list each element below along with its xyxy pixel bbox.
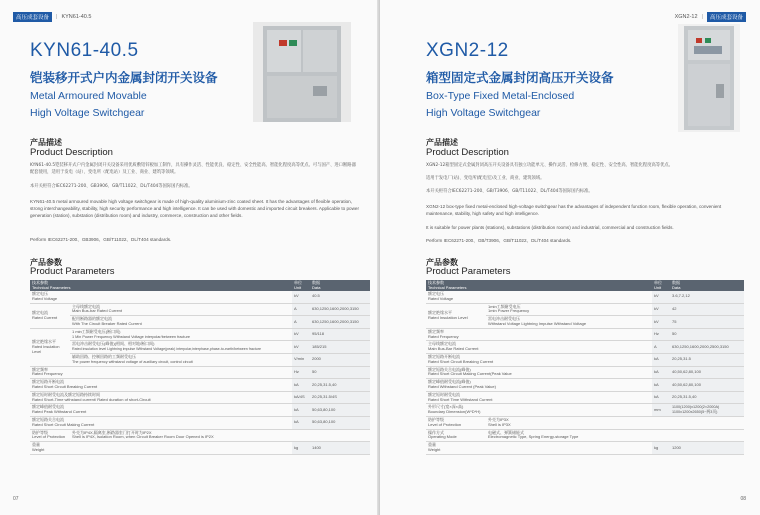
product-title-en <box>426 88 626 122</box>
desc-cn-paragraph-2: 本开关柜符合IEC62271-200、GB3906、GB/T11022、DL/T404等国际国内标准。 <box>30 184 193 189</box>
header-unit-en: Unit <box>654 284 662 290</box>
param-cn: 额定短路关合电流 <box>32 416 64 422</box>
param-unit: kV <box>652 291 670 303</box>
group-cn: 额定绝缘水平 <box>428 309 452 315</box>
table-row <box>30 341 370 354</box>
table-row <box>30 442 370 455</box>
param-value: 40,50,62,80,100 <box>670 366 744 379</box>
header-unit <box>652 280 670 291</box>
table-row <box>30 291 370 303</box>
param-unit: A <box>292 316 310 329</box>
note-cn: 外壳为IP4X,隔离室,断路器室门打开时为IP2X <box>72 429 152 435</box>
param-value: 20,25,31.5/4S <box>310 391 370 404</box>
param-cn: 额定短路关合电流(峰值) <box>428 366 471 372</box>
header-item-cn: 技术参数 <box>428 280 444 285</box>
table-row <box>30 316 370 329</box>
param-cn: 辅助回路、控制回路的工频耐受电压 <box>72 353 136 359</box>
table-row <box>30 328 370 341</box>
param-value: 630,1250,1600,2000,2500,3150 <box>670 341 744 354</box>
desc-heading-cn: 产品描述 <box>30 138 62 147</box>
param-cn: 外形尺寸(宽×深×高) <box>428 404 464 410</box>
table-row <box>426 341 744 354</box>
cabinet-door-upper <box>688 30 730 60</box>
param-name <box>70 316 292 329</box>
param-cn: 雷电冲击耐受电压 <box>488 316 520 322</box>
table-row <box>426 303 744 316</box>
param-cn: 防护等级 <box>32 429 48 435</box>
header-item-en: Technical Parameters <box>32 284 71 290</box>
param-unit: A <box>652 341 670 354</box>
param-name <box>70 353 292 366</box>
param-cn: 操作方式 <box>428 429 444 435</box>
param-en: Withstand Voltage Lightning Impulse Withstand Voltage <box>488 320 587 326</box>
product-model: KYN61-40.5 <box>30 40 139 61</box>
param-en: With The Circuit Breaker Rated Current <box>72 320 142 326</box>
params-heading-cn: 产品参数 <box>30 258 62 267</box>
desc-en-paragraph-3: Perform IEC62271-200、GB/T3906、GB/T11022、DL/T404 standards. <box>426 238 572 243</box>
parameters-table <box>30 280 370 455</box>
header-data-cn: 数据 <box>312 280 320 285</box>
param-value: 50 <box>670 328 744 341</box>
param-unit: A <box>292 303 310 316</box>
param-value: 630,1250,1600,2000,3150 <box>310 316 370 329</box>
group-name <box>426 303 486 328</box>
note-cn: 外壳为IP3X <box>488 416 509 422</box>
param-unit: kV <box>652 303 670 316</box>
note-en: Electromagnetic Type, Spring Energy-storage Type <box>488 434 579 440</box>
parameters-table <box>426 280 744 455</box>
params-heading-cn: 产品参数 <box>426 258 458 267</box>
param-unit: kA <box>652 379 670 392</box>
param-name <box>426 328 652 341</box>
note-en: Shell is IP4X, Isolation Room, when Circuit Breaker Room Door Opened is IP2X <box>72 434 214 440</box>
param-unit: Hz <box>292 366 310 379</box>
group-en: Rated Current <box>32 314 58 320</box>
param-name <box>486 316 652 329</box>
param-en: Rated Short-Time withstand current/ Rated duration of short-Circuit <box>32 396 151 402</box>
value-line-2: 1100x1200x2650(5~两3页) <box>672 410 718 415</box>
product-title-en <box>30 88 230 122</box>
header-data <box>310 280 370 291</box>
param-cn: 主母线额定电流 <box>72 303 100 309</box>
param-unit: kV <box>292 341 310 354</box>
note-cn: 电磁式、弹簧储能式 <box>488 429 524 435</box>
cabinet-door-lower <box>267 76 337 118</box>
table-header-row <box>30 280 370 291</box>
header-tag: 高压成套设备 <box>707 12 746 22</box>
indicator-green <box>705 38 711 43</box>
param-en: Main Bus-Bar Rated Current <box>428 346 479 352</box>
desc-heading-cn: 产品描述 <box>426 138 458 147</box>
param-en: Weight <box>428 446 441 452</box>
header-data <box>670 280 744 291</box>
header-item <box>426 280 652 291</box>
param-en: Rated Short Circuit Making Current <box>32 421 95 427</box>
param-en: Rated Short Time Withstand Current <box>428 396 493 402</box>
table-row <box>426 416 744 429</box>
param-cn: 额定短时耐受电流 <box>428 391 460 397</box>
param-cn: 额定峰值耐受电流 <box>32 404 64 410</box>
param-value: 42 <box>670 303 744 316</box>
indicator-green <box>289 40 297 46</box>
table-row <box>30 366 370 379</box>
desc-cn-paragraph-2: 适用于发电厂(站)、变电所(配电室)及工业、商业、建筑领域。 <box>426 176 545 181</box>
header-separator: | <box>56 14 58 20</box>
param-value: 1400 <box>310 442 370 455</box>
param-value: 75 <box>670 316 744 329</box>
param-value: 20,25,31.5,40 <box>310 379 370 392</box>
table-row <box>426 429 744 442</box>
param-name <box>426 416 486 429</box>
param-en: Operating Mode <box>428 434 457 440</box>
page-header <box>675 12 746 22</box>
desc-en-paragraph-2: It is suitable for power plants (stations), substations (distribution rooms) and industrial, commercial and construction fields. <box>426 225 674 230</box>
param-cn: 雷电冲击耐受电压(峰值)(相间、相对地/断口间) <box>72 341 155 347</box>
header-unit-cn: 单位 <box>654 280 662 285</box>
product-title-cn: 铠装移开式户内金属封闭开关设备 <box>30 70 218 85</box>
param-en: Rated Short Circuit Making Current(Peak Value <box>428 371 512 377</box>
meter-panel <box>694 46 722 54</box>
header-unit-en: Unit <box>294 284 302 290</box>
param-name <box>426 341 652 354</box>
param-name <box>426 442 652 455</box>
param-unit: kA <box>292 379 310 392</box>
param-en: Weight <box>32 446 45 452</box>
desc-en-paragraph-1: XGN2-12 box-type fixed metal-enclosed high-voltage switchgear has the advantages of independent function room, flexible operation, convenient maintenance, stability, high safety and high intelligence. <box>426 204 722 216</box>
desc-cn-paragraph-3: 本开关柜符合IEC62271-200、GB/T3906、GB/T11022、DL/T404等国际国内标准。 <box>426 189 593 194</box>
param-en: Rated Short Circuit Breaking Current <box>32 383 98 389</box>
title-en-line-2: High Voltage Switchgear <box>426 107 541 119</box>
param-unit: kg <box>652 442 670 455</box>
header-unit <box>292 280 310 291</box>
param-en: 1 Min Power Frequency Withstand Voltage interpolar/between fracture <box>72 334 190 339</box>
param-cn: 1 min工频耐受电压(断口间) <box>72 328 121 334</box>
param-en: Boundary Dimension(W*D*H) <box>428 409 481 415</box>
param-note <box>70 429 370 442</box>
group-en: Rated Insulation Level <box>32 344 60 354</box>
param-cn: 重量 <box>32 442 40 448</box>
group-name <box>30 328 70 366</box>
product-title-cn: 箱型固定式金属封闭高压开关设备 <box>426 70 614 85</box>
param-en: Rated Voltage <box>428 295 454 301</box>
cabinet-door-upper-right <box>303 30 337 72</box>
group-cn: 额定绝缘水平 <box>32 338 56 344</box>
product-photo <box>678 24 740 132</box>
param-unit: kA <box>292 404 310 417</box>
param-unit: kA <box>652 353 670 366</box>
header-data-en: Data <box>312 284 321 290</box>
param-cn: 额定短时耐受电流及额定短路持续时间 <box>32 391 100 397</box>
header-text: KYN61-40.5 <box>61 14 92 20</box>
product-model: XGN2-12 <box>426 40 509 61</box>
param-value: 1200 <box>670 442 744 455</box>
header-text: XGN2-12 <box>674 14 698 20</box>
param-name <box>70 303 292 316</box>
param-en: Level of Protection <box>32 434 66 440</box>
param-unit: mm <box>652 404 670 417</box>
header-separator: | <box>701 14 703 20</box>
title-en-line-1: Metal Armoured Movable <box>30 90 147 102</box>
param-name <box>426 429 486 442</box>
table-header-row <box>426 280 744 291</box>
param-name <box>30 442 292 455</box>
param-name <box>30 379 292 392</box>
param-en: Rated Withstand Current (Peak Value) <box>428 383 496 389</box>
desc-en-paragraph-2: Perform IEC62271-200、GB3906、GB/T11022、DL/T404 standards. <box>30 237 172 242</box>
param-cn: 主母线额定电流 <box>428 341 456 347</box>
param-cn: 额定电压 <box>428 291 444 296</box>
value-line-1: 1100(1200)x1200(2×2000A) <box>672 405 720 410</box>
param-cn: 配用断路器的额定电流 <box>72 316 112 322</box>
table-row <box>30 303 370 316</box>
header-data-en: Data <box>672 284 681 290</box>
param-value: 3.6,7.2,12 <box>670 291 744 303</box>
table-row <box>30 429 370 442</box>
table-row <box>426 404 744 417</box>
param-unit: Hz <box>652 328 670 341</box>
param-value: 95/118 <box>310 328 370 341</box>
param-name <box>30 366 292 379</box>
param-value: 50,63,80,100 <box>310 416 370 429</box>
header-item <box>30 280 292 291</box>
param-en: Rated Voltage <box>32 295 58 301</box>
param-en: Level of Protection <box>428 421 462 427</box>
param-cn: 1min工频耐受电压 <box>488 303 521 309</box>
param-cn: 额定频率 <box>32 366 48 372</box>
param-en: 1min Power Frequency <box>488 308 530 314</box>
param-unit: kA <box>292 416 310 429</box>
param-unit: kV <box>652 316 670 329</box>
param-name <box>30 429 70 442</box>
param-unit: kA <box>652 391 670 404</box>
header-item-en: Technical Parameters <box>428 284 467 290</box>
cabinet-door-upper <box>267 30 301 72</box>
param-unit: kg <box>292 442 310 455</box>
page-header <box>13 12 91 22</box>
param-en: Rated Frequency <box>32 371 63 377</box>
param-cn: 额定短路开断电流 <box>428 353 460 359</box>
param-name <box>30 391 292 404</box>
param-en: Main Bus-bar Rated Current <box>72 308 123 314</box>
param-name <box>30 404 292 417</box>
param-value: 2000 <box>310 353 370 366</box>
cabinet-handle <box>313 86 327 96</box>
param-name <box>426 291 652 303</box>
header-item-cn: 技术参数 <box>32 280 48 285</box>
param-cn: 额定峰值耐受电流(峰值) <box>428 379 471 385</box>
param-cn: 重量 <box>428 442 436 448</box>
param-value: 40,50,62,80,100 <box>670 379 744 392</box>
param-value <box>670 404 744 417</box>
table-row <box>30 416 370 429</box>
param-unit: kA <box>652 366 670 379</box>
desc-cn-paragraph-1: KYN61-40.5铠装移开式户内金属封闭开关设备采用优质敷铝锌板加工制作，具有操作灵活、性能优良、稳定性、安全性能高、智能化程度高等优点。可与国产、进口断路器配套使用，适用于发电（站）、变电所（配电站）及工业、商业、建筑等领域。 <box>30 163 356 175</box>
param-unit: V/min <box>292 353 310 366</box>
param-en: Rated Short Circuit Breaking Current <box>428 358 494 364</box>
param-cn: 额定电压 <box>32 291 48 296</box>
table-row <box>426 442 744 455</box>
title-en-line-2: High Voltage Switchgear <box>30 107 145 119</box>
param-en: Rated Frequency <box>428 333 459 339</box>
param-name <box>70 328 292 341</box>
right-page <box>380 0 760 515</box>
params-heading-en: Product Parameters <box>30 266 115 277</box>
note-en: Shell is IP3X <box>488 421 511 427</box>
param-name <box>70 341 292 354</box>
table-row <box>426 366 744 379</box>
param-value: 20,25,31.5 <box>670 353 744 366</box>
table-row <box>426 379 744 392</box>
param-value: 50 <box>310 366 370 379</box>
table-row <box>426 353 744 366</box>
indicator-red <box>696 38 702 43</box>
param-name <box>426 366 652 379</box>
param-unit: kV <box>292 291 310 303</box>
param-name <box>426 404 652 417</box>
table-row <box>30 404 370 417</box>
param-unit: kV <box>292 328 310 341</box>
desc-en-paragraph-1: KYN61-40.5 metal armoured movable high voltage switchgear is made of high-quality aluminium-zinc coated sheet. It has the advantages of flexible operation, strong interchangeability, stability, high security performance and high intelligence. It can be used with domestic and imported circuit breakers. Applicable to power generation (station), substation (distribution room) and industry, commerce, construction and other fields. <box>30 199 359 218</box>
cabinet-handle <box>716 84 724 98</box>
page-number: 07 <box>13 496 19 502</box>
param-name <box>426 391 652 404</box>
header-tag: 高压成套设备 <box>13 12 52 22</box>
param-note <box>486 429 744 442</box>
param-en: Rated Peak Withstand Current <box>32 409 87 415</box>
param-value: 40.5 <box>310 291 370 303</box>
param-en: Rated insulation level Lightning impulse Withstand Voltage(peak) interpolar,interphase,phase-to-earth/between fracture <box>72 347 261 352</box>
group-en: Rated Insulation Level <box>428 314 468 320</box>
params-heading-en: Product Parameters <box>426 266 511 277</box>
param-name <box>426 353 652 366</box>
group-name <box>30 303 70 328</box>
page-number: 08 <box>740 496 746 502</box>
header-unit-cn: 单位 <box>294 280 302 285</box>
param-unit: kA/4S <box>292 391 310 404</box>
product-photo <box>253 22 351 122</box>
param-value: 50,63,80,100 <box>310 404 370 417</box>
param-cn: 防护等级 <box>428 416 444 422</box>
param-value: 185/215 <box>310 341 370 354</box>
param-en: The power frequency withstand voltage of auxiliary circuit, control circuit <box>72 359 193 364</box>
title-en-line-1: Box-Type Fixed Metal-Enclosed <box>426 90 575 102</box>
table-row <box>30 379 370 392</box>
param-cn: 额定短路开断电流 <box>32 379 64 385</box>
desc-cn-paragraph-1: XGN2-12箱型固定式金属封闭高压开关设备具有独立功能单元、操作灵活、检修方便、稳定性、安全性高、智能化程度高等优点。 <box>426 163 673 168</box>
param-note <box>486 416 744 429</box>
table-row <box>426 291 744 303</box>
table-row <box>30 391 370 404</box>
header-data-cn: 数据 <box>672 280 680 285</box>
table-row <box>30 353 370 366</box>
param-name <box>426 379 652 392</box>
indicator-red <box>279 40 287 46</box>
desc-heading-en: Product Description <box>426 147 509 158</box>
desc-heading-en: Product Description <box>30 147 113 158</box>
param-name <box>486 303 652 316</box>
param-value: 20,25,31.5,40 <box>670 391 744 404</box>
group-cn: 额定电流 <box>32 309 48 315</box>
param-value: 630,1250,1600,2000,3150 <box>310 303 370 316</box>
param-cn: 额定频率 <box>428 328 444 334</box>
table-row <box>426 328 744 341</box>
param-name <box>30 291 292 303</box>
table-row <box>426 391 744 404</box>
param-name <box>30 416 292 429</box>
